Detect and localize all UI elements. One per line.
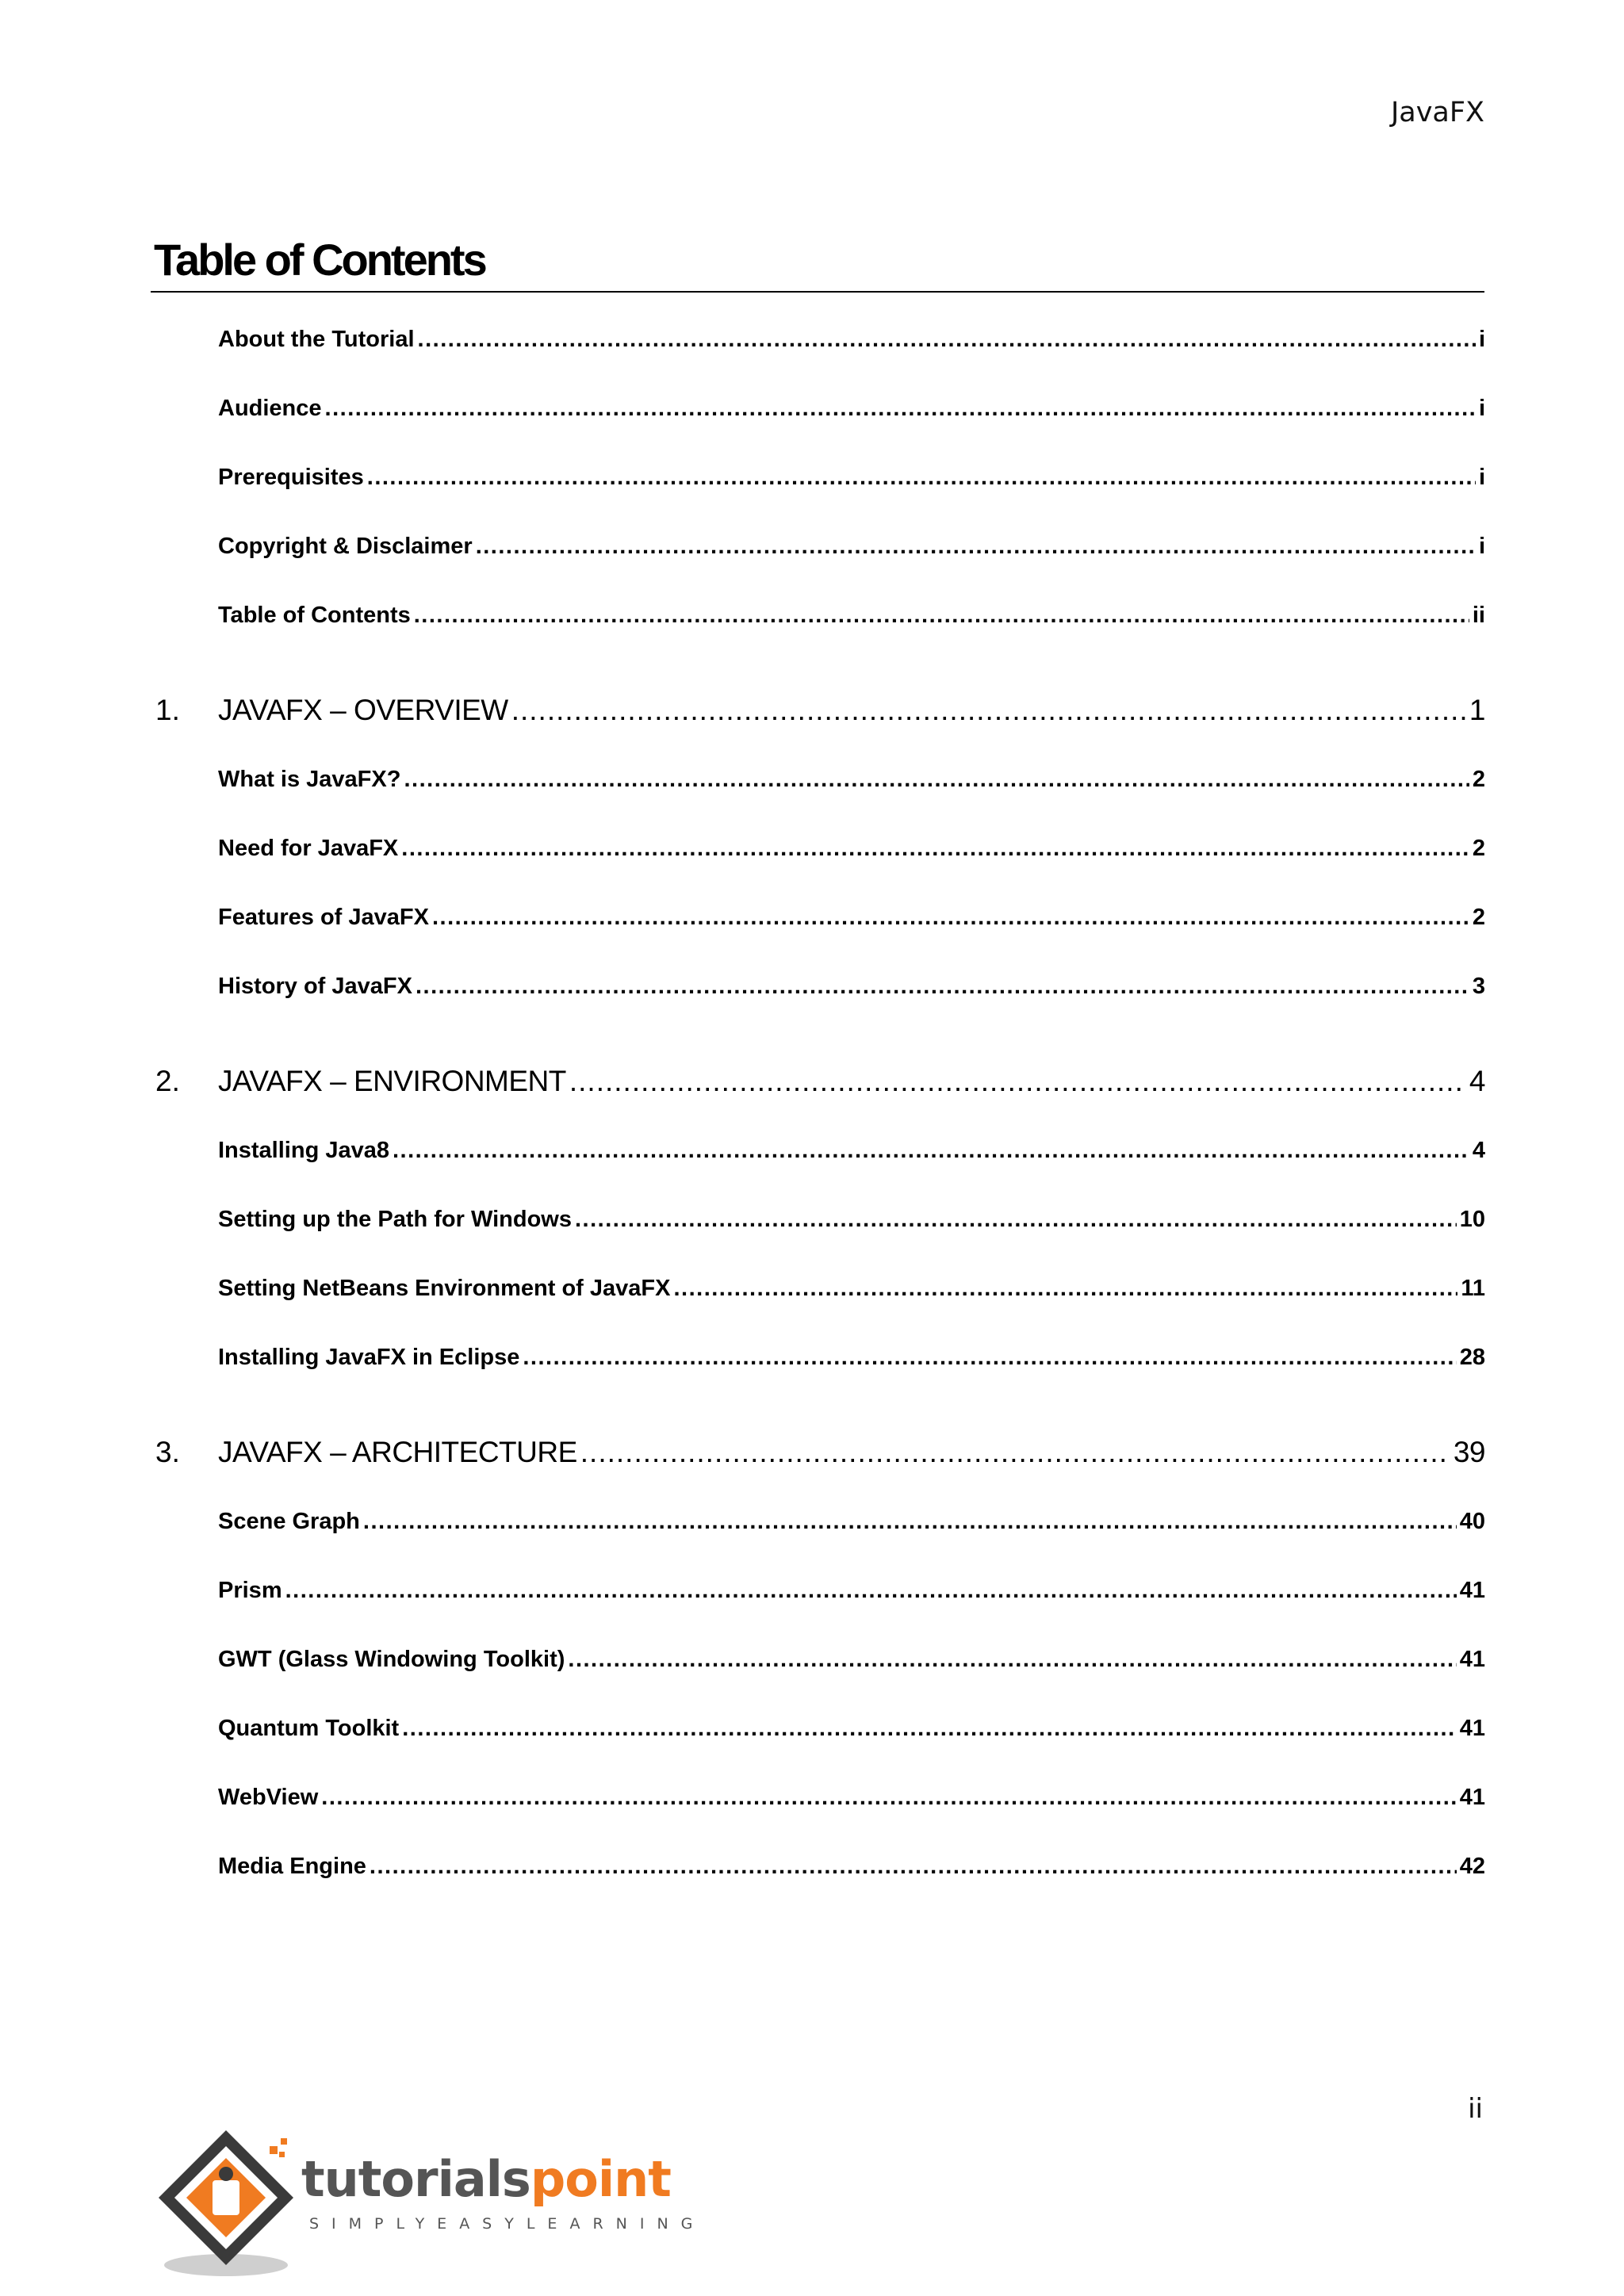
- toc-entry-label: Features of JavaFX: [218, 905, 429, 930]
- toc-entry-page: 40: [1459, 1509, 1485, 1534]
- chapter-number: 1.: [155, 694, 180, 726]
- toc-entry[interactable]: [218, 1647, 1485, 1678]
- toc-entry-label: JAVAFX – OVERVIEW: [218, 694, 508, 726]
- toc-entry-page: 11: [1461, 1276, 1485, 1301]
- toc-entry[interactable]: [218, 603, 1485, 634]
- dot-leader: [416, 974, 1469, 1000]
- toc-entry-page: i: [1478, 465, 1485, 490]
- dot-leader: [393, 1138, 1469, 1164]
- heading-divider: [151, 291, 1484, 293]
- dot-leader: [402, 1716, 1457, 1742]
- toc-entry-page: 41: [1459, 1716, 1485, 1741]
- toc-entry-label: WebView: [218, 1785, 319, 1810]
- toc-entry-label: JAVAFX – ARCHITECTURE: [218, 1436, 577, 1468]
- toc-entry-label: JAVAFX – ENVIRONMENT: [218, 1065, 566, 1097]
- toc-entry-label: Installing Java8: [218, 1138, 389, 1163]
- toc-entry-label: Setting NetBeans Environment of JavaFX: [218, 1276, 671, 1301]
- dot-leader: [511, 694, 1466, 727]
- toc-entry-page: i: [1478, 396, 1485, 421]
- toc-entry-label: About the Tutorial: [218, 327, 415, 352]
- dot-leader: [325, 396, 1476, 422]
- dot-leader: [476, 534, 1476, 560]
- toc-entry-label: Audience: [218, 396, 322, 421]
- toc-entry-page: 4: [1469, 1065, 1485, 1097]
- toc-entry-label: Setting up the Path for Windows: [218, 1207, 572, 1232]
- toc-entry-page: 41: [1459, 1647, 1485, 1672]
- toc-entry[interactable]: [218, 534, 1485, 565]
- toc-entry[interactable]: [218, 836, 1485, 867]
- toc-entry-page: i: [1478, 534, 1485, 559]
- toc-entry-label: Media Engine: [218, 1854, 366, 1879]
- logo-wordmark: [301, 2150, 671, 2208]
- toc-entry-label: Prerequisites: [218, 465, 364, 490]
- toc-entry-label: What is JavaFX?: [218, 767, 401, 792]
- toc-chapter-entry[interactable]: [218, 1065, 1485, 1104]
- toc-entry[interactable]: [218, 1785, 1485, 1816]
- dot-leader: [363, 1509, 1457, 1535]
- toc-entry[interactable]: [218, 1276, 1485, 1307]
- toc-entry-page: 2: [1472, 767, 1485, 792]
- toc-heading: Table of Contents: [154, 235, 485, 285]
- toc-entry-label: Installing JavaFX in Eclipse: [218, 1345, 520, 1370]
- toc-entry-page: i: [1478, 327, 1485, 352]
- toc-entry-page: 2: [1472, 836, 1485, 861]
- page-number: ii: [1468, 2093, 1483, 2125]
- toc-entry-label: Scene Graph: [218, 1509, 360, 1534]
- dot-leader: [575, 1207, 1457, 1233]
- toc-entry-label: GWT (Glass Windowing Toolkit): [218, 1647, 565, 1672]
- toc-chapter-entry[interactable]: [218, 694, 1485, 733]
- toc-entry-page: 4: [1472, 1138, 1485, 1163]
- toc-entry-label: Copyright & Disclaimer: [218, 534, 473, 559]
- dot-leader: [580, 1436, 1450, 1469]
- dot-leader: [414, 603, 1469, 629]
- toc-entry-page: ii: [1472, 603, 1485, 628]
- toc-entry-page: 2: [1472, 905, 1485, 930]
- dot-leader: [367, 465, 1476, 491]
- toc-entry-page: 42: [1459, 1854, 1485, 1879]
- toc-entry[interactable]: [218, 1138, 1485, 1169]
- chapter-number: 2.: [155, 1065, 180, 1097]
- toc-entry-page: 41: [1459, 1578, 1485, 1603]
- toc-entry-page: 39: [1453, 1436, 1485, 1468]
- toc-entry[interactable]: [218, 974, 1485, 1005]
- toc-entry-page: 28: [1459, 1345, 1485, 1370]
- dot-leader: [370, 1854, 1457, 1880]
- toc-entry-label: Prism: [218, 1578, 282, 1603]
- toc-entry-page: 1: [1469, 694, 1485, 726]
- dot-leader: [568, 1647, 1456, 1673]
- dot-leader: [321, 1785, 1456, 1811]
- running-header-title: JavaFX: [1390, 97, 1484, 128]
- toc-entry-page: 3: [1472, 974, 1485, 999]
- toc-entry[interactable]: [218, 327, 1485, 358]
- logo-tagline: SIMPLYEASYLEARNING: [309, 2215, 706, 2233]
- dot-leader: [404, 767, 1469, 793]
- dot-leader: [418, 327, 1476, 353]
- toc-entry[interactable]: [218, 1509, 1485, 1540]
- toc-entry[interactable]: [218, 905, 1485, 936]
- toc-entry[interactable]: [218, 767, 1485, 798]
- dot-leader: [569, 1065, 1466, 1098]
- chapter-number: 3.: [155, 1436, 180, 1468]
- toc-entry-page: 41: [1459, 1785, 1485, 1810]
- toc-entry-label: Table of Contents: [218, 603, 411, 628]
- dot-leader: [673, 1276, 1457, 1302]
- tutorialspoint-logo: [151, 2118, 706, 2285]
- toc-entry-label: Need for JavaFX: [218, 836, 399, 861]
- toc-entry-label: Quantum Toolkit: [218, 1716, 400, 1741]
- toc-entry[interactable]: [218, 1578, 1485, 1609]
- toc-entry[interactable]: [218, 396, 1485, 427]
- dot-leader: [401, 836, 1469, 862]
- tutorialspoint-logo-icon: [151, 2118, 309, 2285]
- dot-leader: [285, 1578, 1457, 1604]
- toc-entry[interactable]: [218, 1207, 1485, 1238]
- toc-entry-page: 10: [1459, 1207, 1485, 1232]
- toc-entry[interactable]: [218, 1716, 1485, 1747]
- logo-wordmark-part1: tutorials: [301, 2150, 530, 2208]
- toc-entry[interactable]: [218, 1345, 1485, 1376]
- toc-entry[interactable]: [218, 1854, 1485, 1885]
- dot-leader: [432, 905, 1469, 931]
- logo-wordmark-part2: point: [530, 2150, 671, 2208]
- toc-entry[interactable]: [218, 465, 1485, 496]
- toc-chapter-entry[interactable]: [218, 1436, 1485, 1475]
- dot-leader: [523, 1345, 1456, 1371]
- toc-entry-label: History of JavaFX: [218, 974, 412, 999]
